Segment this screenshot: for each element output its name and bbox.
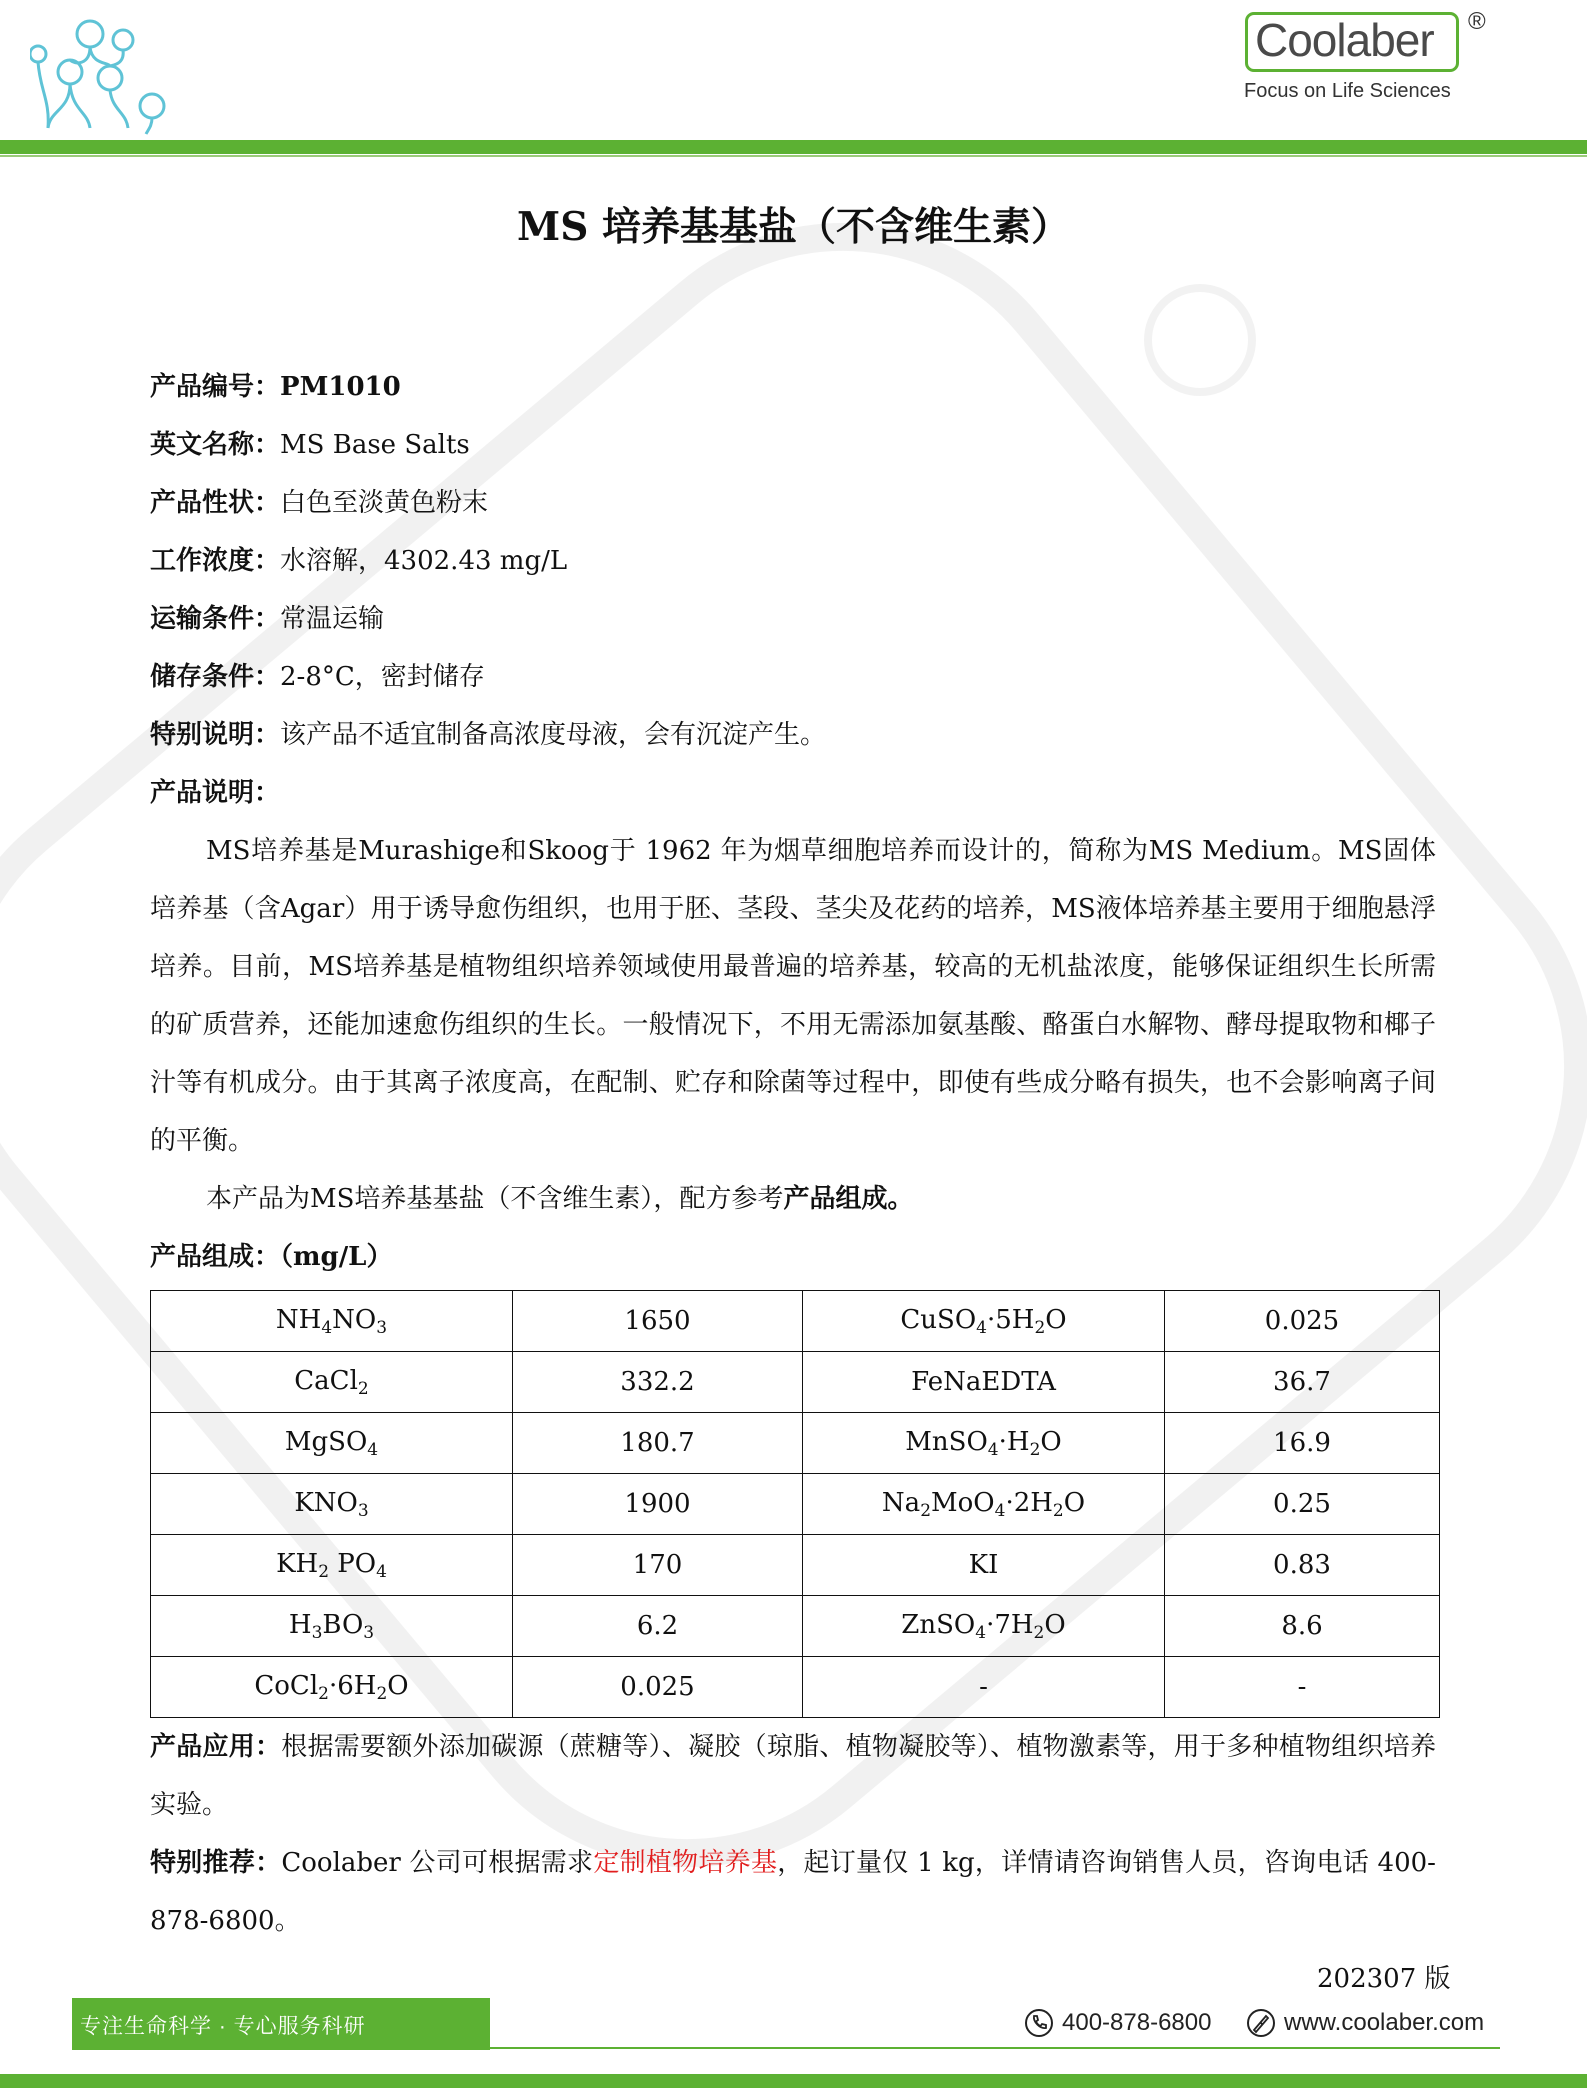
component-name: $KNO_3$ — [151, 1474, 513, 1535]
description-heading — [150, 764, 1436, 822]
field-label: 产品性状： — [150, 488, 281, 518]
field-label: 工作浓度： — [150, 546, 281, 576]
component-name: $CuSO_4\cdot 5H_2O$ — [803, 1291, 1165, 1352]
composition-row — [151, 1413, 1440, 1474]
component-name: $MnSO_4\cdot H_2O$ — [803, 1413, 1165, 1474]
field-row — [150, 648, 1436, 706]
registered-mark: ® — [1468, 8, 1486, 35]
component-name: - — [803, 1657, 1165, 1718]
application-paragraph — [150, 1718, 1436, 1834]
description-p2-text: 本产品为MS培养基基盐（不含维生素），配方参考 — [206, 1184, 784, 1214]
component-amount: 332.2 — [513, 1352, 803, 1413]
component-amount: 1650 — [513, 1291, 803, 1352]
component-name: KI — [803, 1535, 1165, 1596]
component-amount: 6.2 — [513, 1596, 803, 1657]
field-value: PM1010 — [280, 372, 401, 402]
custom-medium-link[interactable]: 定制植物培养基 — [593, 1848, 778, 1878]
component-amount: - — [1165, 1657, 1440, 1718]
composition-heading — [150, 1228, 1436, 1286]
field-value: 该产品不适宜制备高浓度母液，会有沉淀产生。 — [280, 720, 827, 750]
component-name: $ZnSO_4\cdot 7H_2O$ — [803, 1596, 1165, 1657]
component-name: $NH_4NO_3$ — [151, 1291, 513, 1352]
field-row — [150, 590, 1436, 648]
component-amount: 16.9 — [1165, 1413, 1440, 1474]
component-amount: 0.83 — [1165, 1535, 1440, 1596]
footer-line — [490, 2047, 1500, 2049]
component-name: $KH_2$ $PO_4$ — [151, 1535, 513, 1596]
composition-table — [150, 1290, 1440, 1718]
component-name: $CoCl_2\cdot 6H_2O$ — [151, 1657, 513, 1718]
document-body — [150, 358, 1436, 1950]
component-amount: 0.25 — [1165, 1474, 1440, 1535]
component-name: $H_3BO_3$ — [151, 1596, 513, 1657]
recommend-text-pre: Coolaber 公司可根据需求 — [281, 1848, 594, 1878]
header-line — [0, 155, 1587, 157]
field-label: 特别说明： — [150, 720, 281, 750]
field-label: 产品编号： — [150, 372, 281, 402]
field-label: 运输条件： — [150, 604, 281, 634]
field-value: 2-8°C，密封储存 — [280, 662, 485, 692]
component-amount: 180.7 — [513, 1413, 803, 1474]
component-amount: 0.025 — [513, 1657, 803, 1718]
field-label: 英文名称： — [150, 430, 281, 460]
field-row — [150, 358, 1436, 416]
recommend-text-post: ，起订量仅 1 kg，详情请咨询销售人员，咨询电话 400-878-6800。 — [150, 1848, 1436, 1936]
recommend-paragraph — [150, 1834, 1436, 1950]
description-paragraph-1: MS培养基是Murashige和Skoog于 1962 年为烟草细胞培养而设计的，简称为MS Medium。MS固体培养基（含Agar）用于诱导愈伤组织，也用于胚、茎段、茎尖及花药的培养，MS液体培养基主要用于细胞悬浮培养。目前，MS培养基是植物组织培养领域使用最普遍的培养基，较高的无机盐浓度，能够保证组织生长所需的矿质营养，还能加速愈伤组织的生长。一般情况下，不用无需添加氨基酸、酪蛋白水解物、酵母提取物和椰子汁等有机成分。由于其离子浓度高，在配制、贮存和除菌等过程中，即使有些成分略有损失，也不会影响离子间的平衡。 — [150, 836, 1436, 1156]
field-value: 水溶解，4302.43 mg/L — [280, 546, 568, 576]
component-amount: 8.6 — [1165, 1596, 1440, 1657]
field-row — [150, 532, 1436, 590]
description-p2-bold: 产品组成。 — [783, 1184, 914, 1214]
composition-row — [151, 1352, 1440, 1413]
version-label: 202307 版 — [1317, 1964, 1451, 1994]
header-band — [0, 140, 1587, 154]
field-list — [150, 358, 1436, 764]
composition-row — [151, 1657, 1440, 1718]
field-value: 白色至淡黄色粉末 — [280, 488, 489, 518]
component-amount: 0.025 — [1165, 1291, 1440, 1352]
header-decor-icon — [30, 10, 190, 140]
footer-phone[interactable] — [1024, 2008, 1211, 2038]
footer-slogan: 专注生命科学 · 专心服务科研 — [80, 2015, 366, 2038]
field-value: 常温运输 — [280, 604, 385, 634]
field-row — [150, 416, 1436, 474]
composition-row — [151, 1474, 1440, 1535]
field-row — [150, 474, 1436, 532]
description-paragraph-2 — [150, 1170, 1436, 1228]
component-name: FeNaEDTA — [803, 1352, 1165, 1413]
footer-phone-text: 400-878-6800 — [1062, 2009, 1212, 2036]
brand-name: Coolaber — [1255, 14, 1434, 66]
phone-icon — [1024, 2008, 1054, 2038]
brand-tagline: Focus on Life Sciences — [1244, 80, 1451, 102]
recommend-label: 特别推荐： — [150, 1848, 282, 1878]
composition-row — [151, 1291, 1440, 1352]
field-label: 储存条件： — [150, 662, 281, 692]
component-name: $Na_2MoO_4\cdot 2H_2O$ — [803, 1474, 1165, 1535]
composition-label: 产品组成：（mg/L） — [150, 1242, 393, 1272]
field-value: MS Base Salts — [280, 430, 470, 460]
application-text: 根据需要额外添加碳源（蔗糖等）、凝胶（琼脂、植物凝胶等）、植物激素等，用于多种植物组织培养实验。 — [150, 1732, 1436, 1820]
footer-band — [0, 2074, 1587, 2088]
composition-row — [151, 1535, 1440, 1596]
footer-website-text: www.coolaber.com — [1284, 2009, 1485, 2036]
component-name: MgSO$_4$ — [151, 1413, 513, 1474]
component-amount: 170 — [513, 1535, 803, 1596]
page-title: MS 培养基基盐（不含维生素） — [517, 204, 1070, 250]
composition-row — [151, 1596, 1440, 1657]
globe-icon — [1246, 2008, 1276, 2038]
footer-website[interactable] — [1246, 2008, 1484, 2038]
field-row — [150, 706, 1436, 764]
application-label: 产品应用： — [150, 1732, 282, 1762]
component-amount: 1900 — [513, 1474, 803, 1535]
component-amount: 36.7 — [1165, 1352, 1440, 1413]
description-label: 产品说明： — [150, 778, 281, 808]
component-name: CaCl$_2$ — [151, 1352, 513, 1413]
